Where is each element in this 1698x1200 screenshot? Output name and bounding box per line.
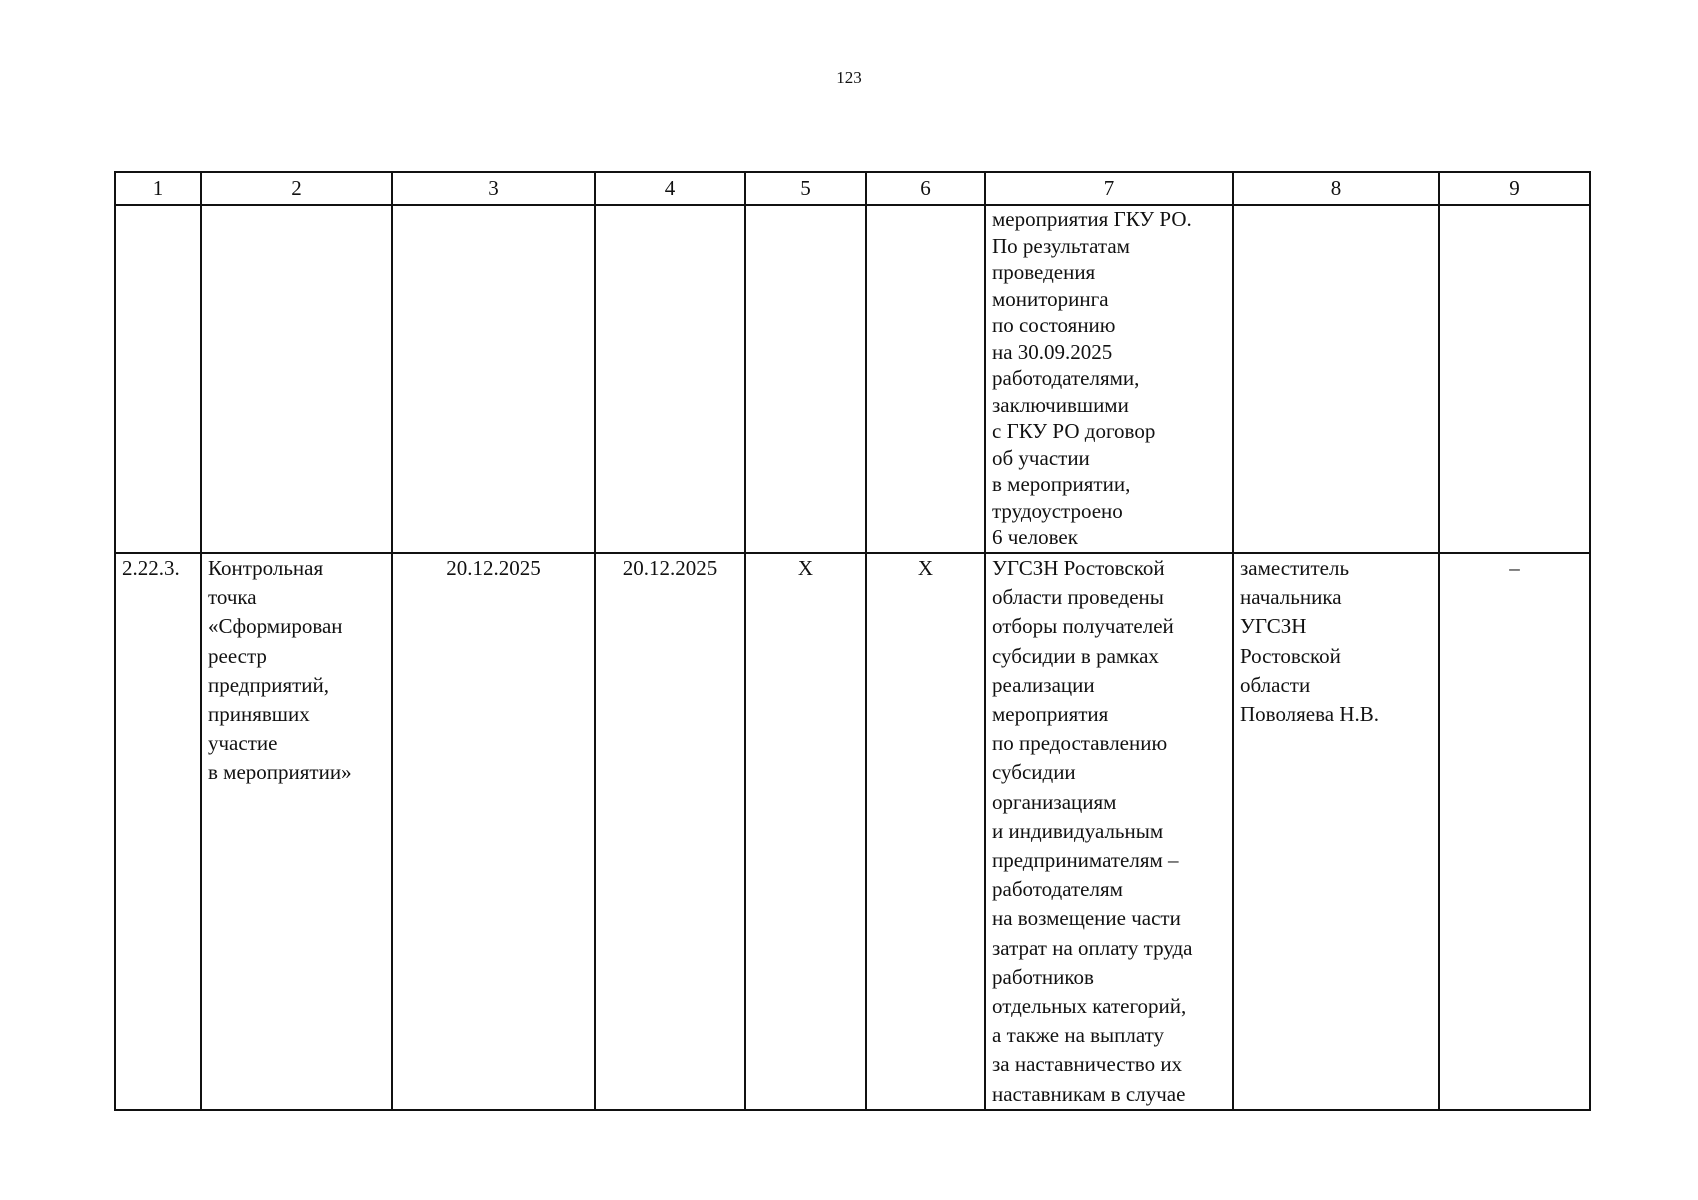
cell-empty <box>745 205 866 553</box>
cell-empty <box>866 205 985 553</box>
text-line: По результатам <box>992 233 1130 258</box>
text-line: проведения <box>992 260 1096 284</box>
text-line: «Сформирован <box>208 614 343 639</box>
column-header-7: 7 <box>985 172 1233 205</box>
text-line: трудоустроено <box>992 498 1123 523</box>
cell-empty <box>1439 205 1590 553</box>
date-end-cell <box>595 553 745 1110</box>
cell-empty <box>115 205 201 553</box>
column-header-5: 5 <box>745 172 866 205</box>
text-line: организациям <box>992 789 1117 814</box>
table-row-2-22-3 <box>115 553 1590 1110</box>
text-line: с ГКУ РО договор <box>992 419 1156 443</box>
text-line: Поволяева Н.В. <box>1240 702 1380 727</box>
column-header-6: 6 <box>866 172 985 205</box>
text-line: и индивидуальным <box>992 818 1164 843</box>
text-line: в мероприятии» <box>208 760 352 785</box>
column-header-4: 4 <box>595 172 745 205</box>
col9-value: – <box>1509 556 1520 580</box>
col9-cell <box>1439 553 1590 1110</box>
text-line: реестр <box>208 643 267 668</box>
text-line: области <box>1240 672 1311 697</box>
col5-value: Х <box>797 556 814 580</box>
responsible <box>1240 554 1432 729</box>
row-number: 2.22.3. <box>122 556 180 580</box>
document-table <box>114 171 1591 1111</box>
col5-cell <box>745 553 866 1110</box>
row-name-cell <box>201 553 392 1110</box>
table-row-continuation <box>115 205 1590 553</box>
text-line: Ростовской <box>1240 643 1341 668</box>
page-number: 123 <box>836 68 862 87</box>
text-line: заключившими <box>992 392 1129 417</box>
text-line: отдельных категорий, <box>992 994 1187 1019</box>
text-line: заместитель <box>1240 556 1350 580</box>
text-line: работодателям <box>992 877 1123 902</box>
text-line: субсидии <box>992 760 1076 785</box>
text-line: мероприятия ГКУ РО. <box>992 207 1192 231</box>
text-line: за наставничество их <box>992 1052 1183 1077</box>
date-end: 20.12.2025 <box>622 556 718 580</box>
text-line: в мероприятии, <box>992 472 1131 496</box>
text-line: области проведены <box>992 585 1164 610</box>
text-line: точка <box>208 585 257 610</box>
text-line: УГСЗН Ростовской <box>992 556 1165 580</box>
text-line: наставникам в случае <box>992 1081 1186 1106</box>
column-header-9: 9 <box>1439 172 1590 205</box>
text-line: об участии <box>992 445 1090 470</box>
cell-empty <box>392 205 595 553</box>
text-line: предприятий, <box>208 672 330 697</box>
text-line: по предоставлению <box>992 731 1168 756</box>
col6-value: Х <box>917 556 934 580</box>
text-line: на 30.09.2025 <box>992 339 1113 364</box>
cell-empty <box>1233 205 1439 553</box>
text-line: реализации <box>992 672 1095 697</box>
continuation-description <box>992 206 1226 551</box>
text-line: Контрольная <box>208 556 324 580</box>
row-number-cell <box>115 553 201 1110</box>
text-line: мероприятия <box>992 702 1109 727</box>
cell-empty <box>595 205 745 553</box>
column-header-8: 8 <box>1233 172 1439 205</box>
text-line: затрат на оплату труда <box>992 935 1193 960</box>
description-cell <box>985 553 1233 1110</box>
text-line: отборы получателей <box>992 614 1174 639</box>
description <box>992 554 1226 1109</box>
text-line: предпринимателям – <box>992 848 1179 873</box>
text-line: субсидии в рамках <box>992 643 1159 668</box>
text-line: на возмещение части <box>992 906 1181 931</box>
text-line: 6 человек <box>992 525 1078 549</box>
text-line: а также на выплату <box>992 1023 1165 1048</box>
text-line: мониторинга <box>992 286 1109 311</box>
date-start-cell <box>392 553 595 1110</box>
column-header-2: 2 <box>201 172 392 205</box>
text-line: начальника <box>1240 585 1342 610</box>
text-line: работодателями, <box>992 366 1140 390</box>
text-line: принявших <box>208 702 310 727</box>
col6-cell <box>866 553 985 1110</box>
text-line: участие <box>208 731 278 756</box>
column-header-3: 3 <box>392 172 595 205</box>
text-line: УГСЗН <box>1240 614 1307 639</box>
continuation-description-cell <box>985 205 1233 553</box>
cell-empty <box>201 205 392 553</box>
table-header-row <box>115 172 1590 205</box>
text-line: работников <box>992 964 1094 989</box>
text-line: по состоянию <box>992 313 1116 337</box>
responsible-cell <box>1233 553 1439 1110</box>
date-start: 20.12.2025 <box>446 556 541 580</box>
column-header-1: 1 <box>115 172 201 205</box>
row-name <box>208 554 385 788</box>
